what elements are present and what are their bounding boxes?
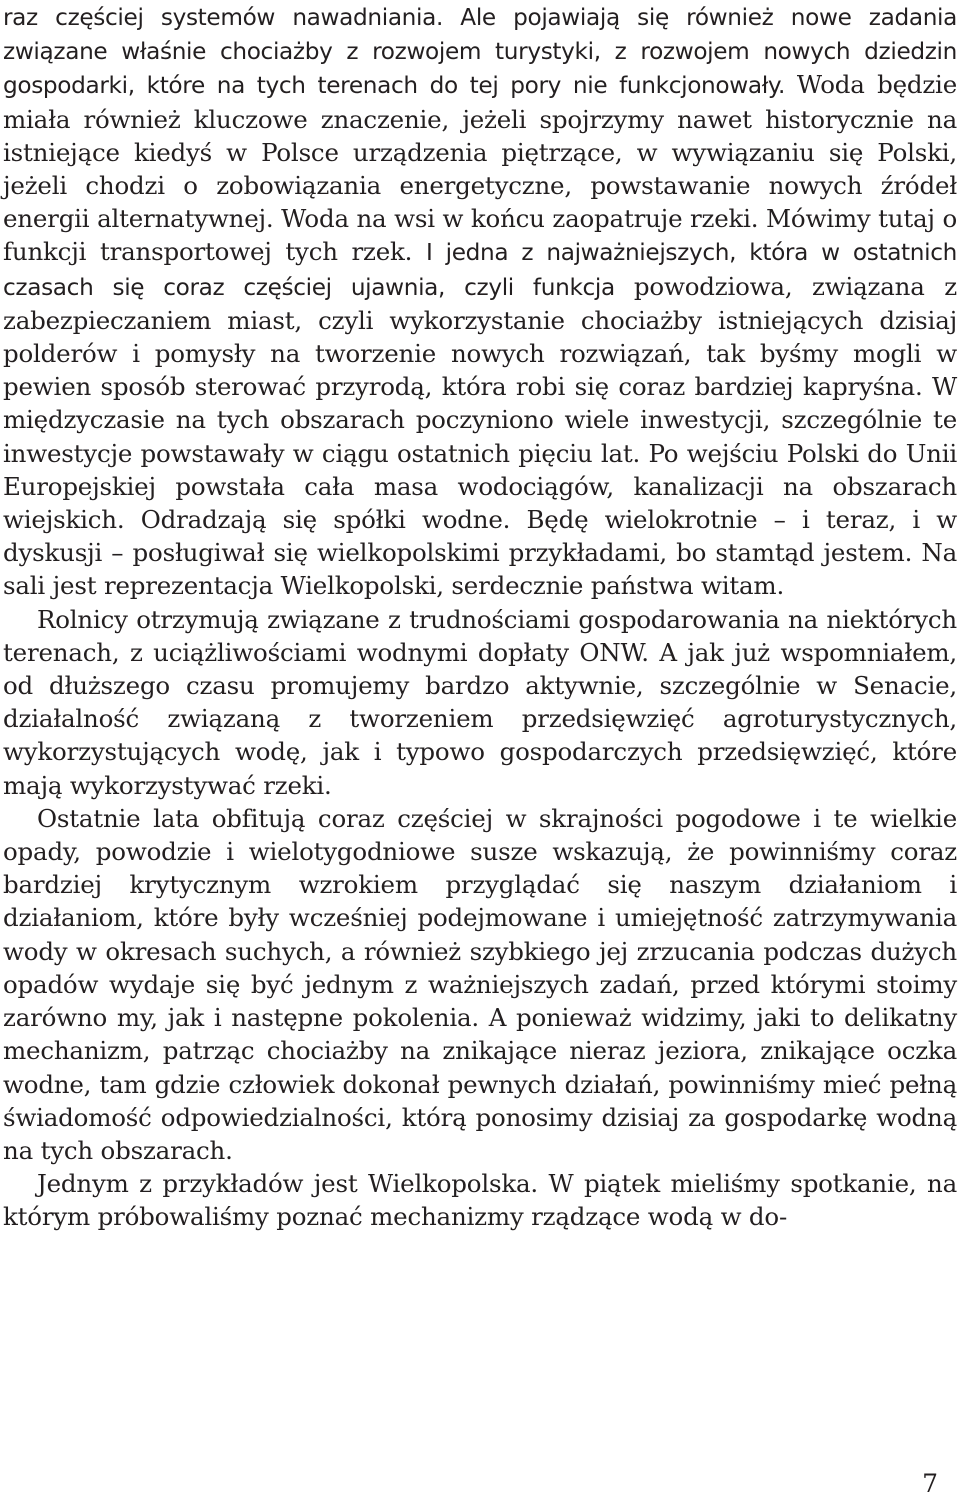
paragraph-3 bbox=[3, 802, 957, 1167]
text-span: powodziowa, związana z zabezpieczaniem miast, czyli wykorzystanie chociażby istniejących dzisiaj polderów i pomysły na tworzenie nowych rozwiązań, tak byśmy mogli w pewien sposób sterować przyrodą, która robi się coraz bardziej kapryśna. W międzyczasie na tych obszarach poczyniono wiele inwestycji, szczególnie te inwestycje powstawały w ciągu ostatnich pięciu lat. Po wejściu Polski do Unii Europejskiej powstała cała masa wodociągów, kanalizacji na obszarach wiejskich. Odradzają się spółki wodne. Będę wielokrotnie – i teraz, i w dyskusji – posługiwał się wielkopolskimi przykładami, bo stamtąd jestem. Na sali jest reprezentacja Wielkopolski, serdecznie państwa witam. bbox=[3, 271, 957, 601]
text-span: Rolnicy otrzymują związane z trudnościami gospodarowania na niektórych terenach, z uciążliwościami wodnymi dopłaty ONW. A jak już wspomniałem, od dłuższego czasu promujemy bardzo aktywnie, szczególnie w Senacie, działalność związaną z tworzeniem przedsięwzięć agroturystycznych, wykorzystujących wodę, jak i typowo gospodarczych przedsięwzięć, które mają wykorzystywać rzeki. bbox=[3, 604, 957, 800]
paragraph-1 bbox=[3, 0, 957, 603]
text-span: raz częściej systemów nawadniania. Ale pojawiają się również nowe zadania związane właśnie chociażby z rozwojem turystyki, z rozwojem nowych dziedzin gospodarki, które na tych terenach do tej pory nie funkcjonowały. bbox=[3, 4, 957, 100]
paragraph-4 bbox=[3, 1167, 957, 1233]
page-number: 7 bbox=[922, 1469, 938, 1498]
text-span: I jedna z najważniejszych, która w ostatnich czasach się coraz częściej ujawnia, czyli funkcja bbox=[3, 239, 957, 301]
text-span: Ostatnie lata obfitują coraz częściej w skrajności pogodowe i te wielkie opady, powodzie i wielotygodniowe susze wskazują, że powinniśmy coraz bardziej krytycznym wzrokiem przyglądać się naszym działaniom i działaniom, które były wcześniej podejmowane i umiejętność zatrzymywania wody w okresach suchych, a również szybkiego jej zrzucania podczas dużych opadów wydaje się być jednym z ważniejszych zadań, przed którymi stoimy zarówno my, jak i następne pokolenia. A ponieważ widzimy, jaki to delikatny mechanizm, patrząc chociażby na znikające nieraz jeziora, znikające oczka wodne, tam gdzie człowiek dokonał pewnych działań, powinniśmy mieć pełną świadomość odpowiedzialności, którą ponosimy dzisiaj za gospodarkę wodną na tych obszarach. bbox=[3, 803, 957, 1165]
text-span: Jednym z przykładów jest Wielkopolska. W piątek mieliśmy spotkanie, na którym próbowaliśmy poznać mechanizmy rządzące wodą w do- bbox=[3, 1169, 957, 1232]
paragraph-2 bbox=[3, 603, 957, 802]
text-span: Woda będzie miała również kluczowe znaczenie, jeżeli spojrzymy nawet historycznie na istniejące kiedyś w Polsce urządzenia piętrzące, w wywiązaniu się Polski, jeżeli chodzi o zobowiązania energetyczne, powstawanie nowych źródeł energii alternatywnej. Woda na wsi w końcu zaopatruje rzeki. Mówimy tutaj o funkcji transportowej tych rzek. bbox=[3, 70, 957, 267]
body-text bbox=[3, 0, 957, 1234]
